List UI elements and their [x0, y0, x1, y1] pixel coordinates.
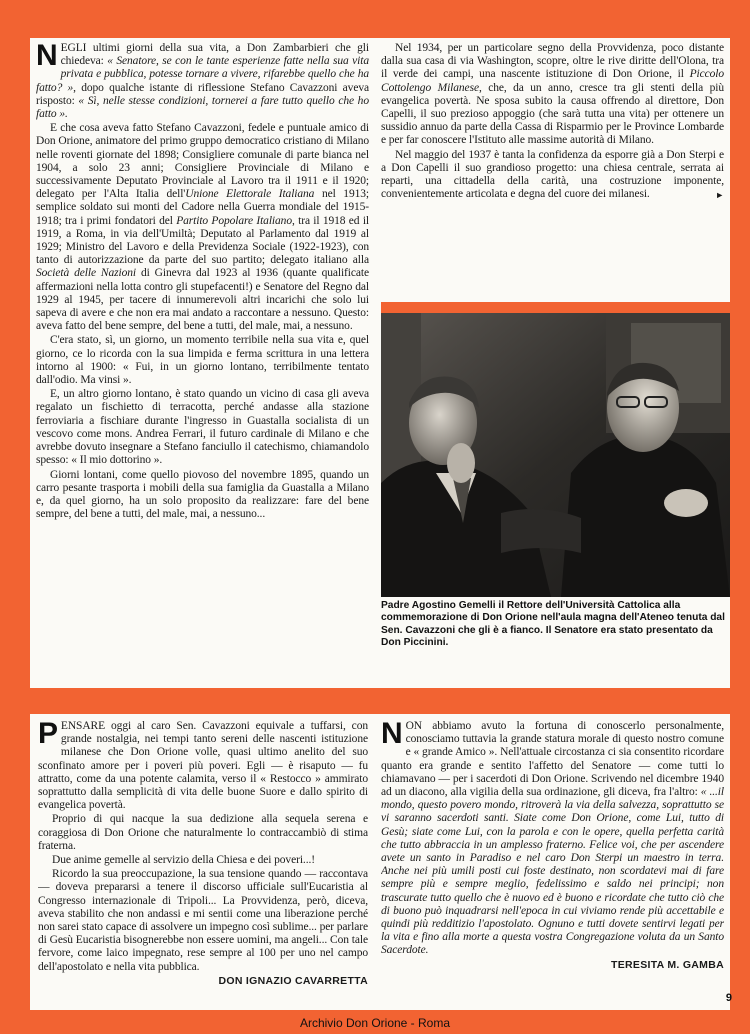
- archive-footer: Archivio Don Orione - Roma: [299, 1016, 451, 1030]
- testimony-column-right: [381, 720, 724, 1006]
- testimony-paragraph: PENSARE oggi al caro Sen. Cavazzoni equivale a tuffarsi, con grande nostalgia, nei tempi tanto sereni delle nascenti istituzione milanese che Don Orione volle, quasi ultimo anelito del suo sconfinato amore per i poveri più poveri. Egli — è risaputo — fu attratto, come da una potente calamita, verso il « Restocco » ammirato soprattutto dalla semplicità di vita delle buone Suore e dallo spirito di evangelica povertà.: [38, 720, 368, 812]
- drop-cap: P: [38, 720, 58, 750]
- drop-cap: N: [381, 720, 403, 750]
- photo-gemelli-cavazzoni: [381, 313, 730, 597]
- article-column-right: [381, 42, 724, 300]
- magazine-page: [30, 38, 730, 1010]
- article-column-left: [36, 42, 369, 682]
- article-paragraph: NEGLI ultimi giorni della sua vita, a Don Zambarbieri che gli chiedeva: « Senatore, se con le tante esperienze fatte nella sua vita privata e pubblica, potesse tornare a vivere, rifarebbe quello che ha fatto? », dopo qualche istante di riflessione Stefano Cavazzoni aveva risposto: « Sì, nelle stesse condizioni, tornerei a fare tutto quello che ho fatto ».: [36, 42, 369, 121]
- article-paragraph: E che cosa aveva fatto Stefano Cavazzoni, fedele e puntuale amico di Don Orione, animatore del primo gruppo democratico cristiano di Milano nelle roventi giornate del 1898; Consigliere comunale di parte bianca nel 1904, a solo 23 anni; Consigliere Provinciale di Milano e successivamente Deputato Provinciale al Lavoro tra il 1911 e il 1920; delegato per l'Alta Italia dell'Unione Elettorale Italiana nel 1913; semplice soldato sui monti del Cadore nella Guerra mondiale del 1915-1918; tra i primi fondatori del Partito Popolare Italiano, tra il 1918 ed il 1919, a Roma, in via dell'Umiltà; Deputato al Parlamento dal 1919 al 1929; Ministro del Lavoro e della Previdenza Sociale (1922-1923), con tanto di autorizzazione da parte del suo partito; delegato italiano alla Società delle Nazioni di Ginevra dal 1923 al 1936 (quante qualificate affermazioni nella lotta contro gli stupefacenti!) e Senatore del Regno dal 1929 al 1945, per tacere di innumerevoli altri incarichi che solo lui sapeva di avere e che non era mai andato a raccontare a nessuno. Questo: aveva fatto del bene sempre, del bene a tutti, del male, mai, a nessuno.: [36, 122, 369, 333]
- orange-divider-band: [30, 688, 730, 714]
- testimony-column-left: [38, 720, 368, 1006]
- testimony-paragraph: Due anime gemelle al servizio della Chiesa e dei poveri...!: [52, 854, 315, 867]
- drop-cap: N: [36, 42, 58, 72]
- testimony-paragraph: Proprio di qui nacque la sua dedizione alla sequela serena e coraggiosa di Don Orione che naturalmente lo contraccambiò di stima fraterna.: [38, 813, 368, 852]
- article-paragraph: Nel maggio del 1937 è tanta la confidenza da esporre già a Don Sterpi e a Don Capelli il suo grandioso progetto: una chiesa centrale, serrata ai reparti, una cittadella della carità, una costruzione imponente, convenientemente articolata e degna del cuore dei milanesi. ►: [381, 149, 724, 202]
- article-paragraph: Nel 1934, per un particolare segno della Provvidenza, poco distante dalla sua casa di via Washington, scopre, oltre le rive diritte dell'Olona, tra il verde dei campi, una nascente istituzione di Don Orione, il Piccolo Cottolengo Milanese, che, da un anno, cresce tra gli stenti della più evangelica povertà. Ne sposa subito la causa offrendo al direttore, Don Capelli, il suo prezioso appoggio (che sarà tutta una vita) per ottenere un sussidio annuo da parte della Cassa di Risparmio per le Province Lombarde e per far conoscere l'Istituto alle massime autorità di Milano.: [381, 42, 724, 147]
- testimony-paragraph: Ricordo la sua preoccupazione, la sua tensione quando — raccontava — doveva prepararsi a tenere il discorso ufficiale sull'Eucaristia al Congresso internazionale di Tripoli... La Provvidenza, però, diceva, aveva stabilito che non andassi e mi sentii come una liberazione perché non sarei stato capace di assolvere un impegno così sublime... per parlare di Gesù Eucaristia bisognerebbe non essere uomini, ma angeli... Con tale fervore, come laico impegnato, rese sempre al 100 per uno nel campo dell'apostolato e nella vita pubblica.: [38, 868, 368, 973]
- article-paragraph: C'era stato, sì, un giorno, un momento terribile nella sua vita e, quel giorno, ce lo ricorda con la sua limpida e ferma scrittura in una lettera intorno al 1900: « Fui, in un giorno lontano, terribilmente tentato dall'odio. Ma vinsi ».: [36, 334, 369, 387]
- testimony-paragraph: NON abbiamo avuto la fortuna di conoscerlo personalmente, conosciamo tuttavia la grande statura morale di questo nostro comune e « grande Amico ». Nell'attuale circostanza ci sia consentito ricordare quanto era grande e sentito l'affetto del Senatore — come tutti lo chiamavano — per i sacerdoti di Don Orione. Scrivendo nel dicembre 1940 ad un diacono, alla vigilia della sua ordinazione, gli diceva, fra l'altro: « ...il mondo, questo povero mondo, ritroverà la via della salvezza, soprattutto se vi saranno sacerdoti santi. Siate come Don Orione, come Lui, tutto di Gesù; siate come Lui, con la parola e con le opere, quella perfetta carità che tutto abbraccia in un amplesso fraterno. Felice voi, che per ascendere avete un santo in Paradiso e nel caro Don Sterpi un maestro in terra. Anche nei più umili posti cui foste destinato, non scordatevi mai di fare sempre più e sempre meglio, fedelissimo e saldo nei principi; non trascurate tutto quello che è nuovo ed è buono e ricordate che tutto ciò che di buono può inquadrarsi nell'epoca in cui viviamo rende più accettabile e quindi più redditizio l'apostolato. Ognuno e tutti dovete sentirvi legati per la vita e fino alla morte a questa vostra Congregazione voluta da un Santo Sacerdote.: [381, 720, 724, 957]
- author-signature: DON IGNAZIO CAVARRETTA: [218, 974, 368, 987]
- article-paragraph: Giorni lontani, come quello piovoso del novembre 1895, quando un carro pesante trasporta i mobili della sua famiglia da Guastalla a Milano e, da quel giorno, ha un solo proposito da realizzare: fare del bene sempre, del bene a tutti, del male, mai, a nessuno...: [36, 468, 369, 521]
- article-paragraph: E, un altro giorno lontano, è stato quando un vicino di casa gli aveva regalato un fischietto di terracotta, perché andasse alla stazione ferroviaria a fischiare durante l'ingresso in Guastalla socialista di un vescovo come mons. Andrea Ferrari, il futuro cardinale di Milano e che avrebbe dovuto insegnare a Stefano fanciullo il catechismo, chiamandolo spesso: « Il mio dottorino ».: [36, 388, 369, 467]
- photo-caption: Padre Agostino Gemelli il Rettore dell'Università Cattolica alla commemorazione di Don Orione nell'aula magna dell'Ateneo tenuta dal Sen. Cavazzoni che gli è a fianco. Il Senatore era stato presentato da Don Piccinini.: [381, 600, 725, 649]
- page-number: 9: [725, 992, 732, 1004]
- photo-illustration: [381, 313, 730, 597]
- continue-arrow-icon: ►: [715, 190, 724, 201]
- author-signature: TERESITA M. GAMBA: [610, 958, 724, 971]
